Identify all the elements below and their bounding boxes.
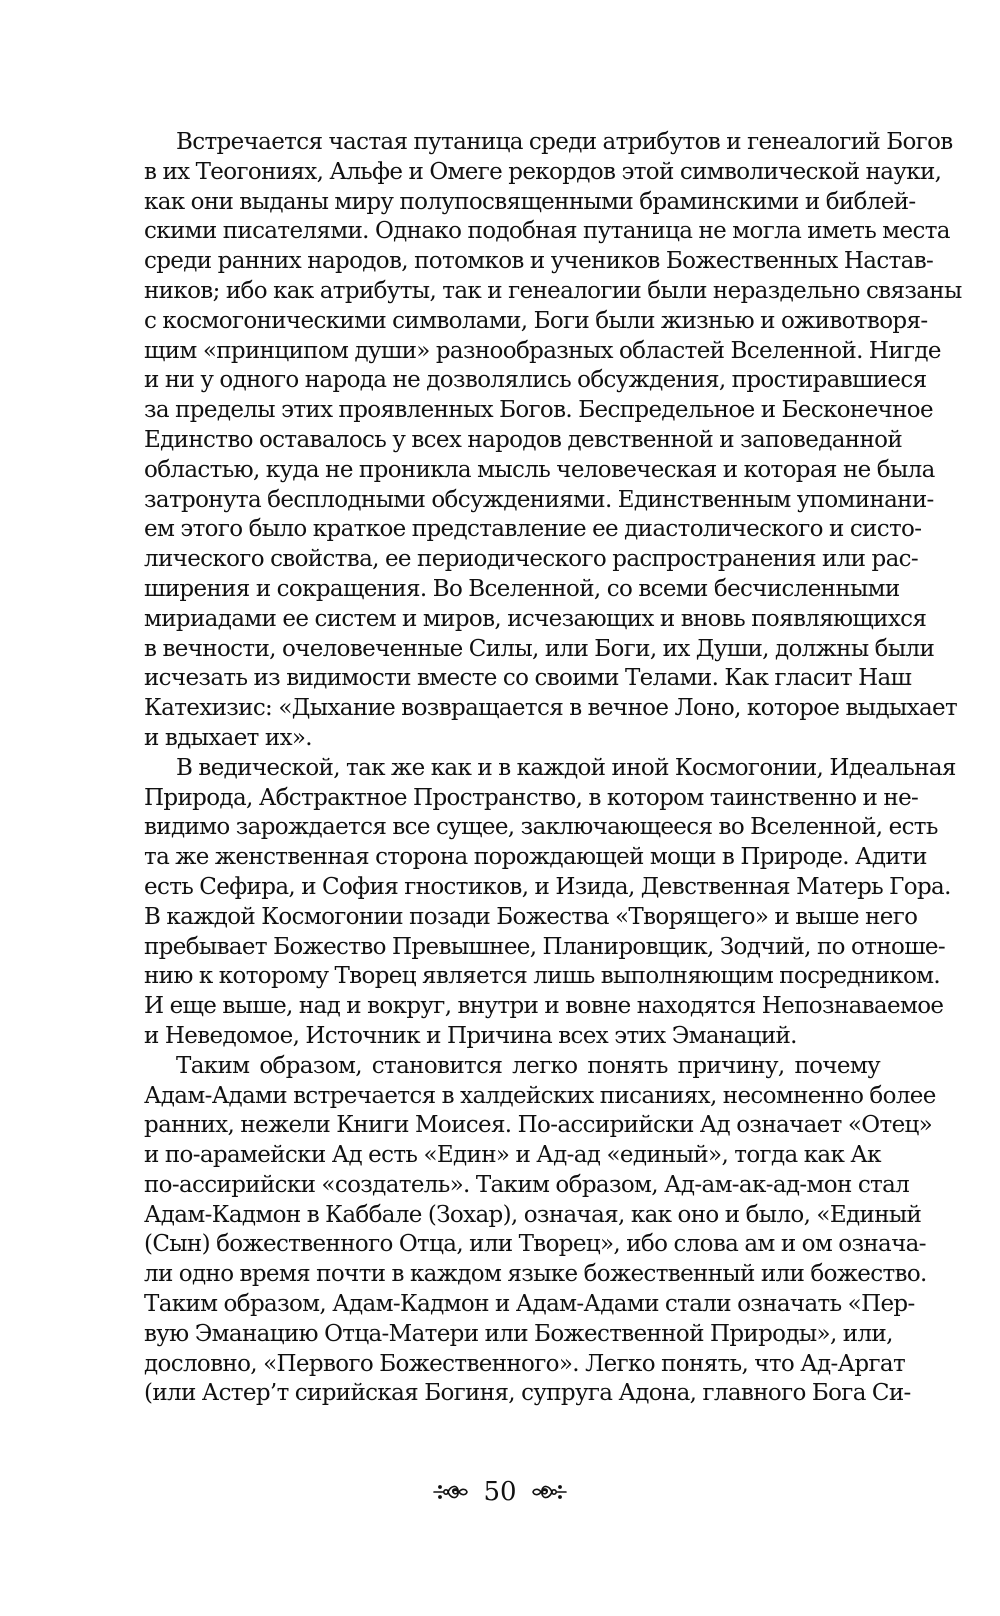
text-line: ников; ибо как атрибуты, так и генеалогии были нераздельно связаны <box>144 277 962 304</box>
text-line: в вечности, очеловеченные Силы, или Боги, их Души, должны были <box>144 635 935 662</box>
text-line: В каждой Космогонии позади Божества «Творящего» и выше него <box>144 903 918 930</box>
text-line: областью, куда не проникла мысль человеческая и которая не была <box>144 456 935 483</box>
text-line: Таким образом, становится легко понять причину, почему <box>176 1052 880 1079</box>
text-line: и Неведомое, Источник и Причина всех этих Эманаций. <box>144 1022 797 1049</box>
text-line: нию к которому Творец является лишь выполняющим посредником. <box>144 963 941 990</box>
text-line: и вдыхает их». <box>144 724 312 751</box>
text-line: (или Астер’т сирийская Богиня, супруга Адона, главного Бога Си- <box>144 1380 911 1407</box>
text-line: В ведической, так же как и в каждой иной Космогонии, Идеальная <box>176 754 956 781</box>
text-line: видимо зарождается все сущее, заключающееся во Вселенной, есть <box>144 814 938 841</box>
text-line: пребывает Божество Превышнее, Планировщик, Зодчий, по отноше- <box>144 933 946 960</box>
text-line: среди ранних народов, потомков и учеников Божественных Настав- <box>144 248 934 275</box>
text-line: по-ассирийски «создатель». Таким образом, Ад-ам-ак-ад-мон стал <box>144 1171 910 1198</box>
text-line: (Сын) божественного Отца, или Творец», ибо слова ам и ом означа- <box>144 1231 926 1258</box>
text-line: мириадами ее систем и миров, исчезающих и вновь появляющихся <box>144 605 927 632</box>
text-line: скими писателями. Однако подобная путаница не могла иметь места <box>144 218 950 245</box>
text-line: вую Эманацию Отца-Матери или Божественной Природы», или, <box>144 1320 893 1347</box>
text-line: есть Сефира, и София гностиков, и Изида, Девственная Матерь Гора. <box>144 873 951 900</box>
paragraph-3 <box>144 1052 936 1410</box>
text-line: и по-арамейски Ад есть «Един» и Ад-ад «единый», тогда как Ак <box>144 1142 881 1169</box>
text-line: та же женственная сторона порождающей мощи в Природе. Адити <box>144 844 927 871</box>
text-line: Единство оставалось у всех народов девственной и заповеданной <box>144 426 902 453</box>
text-line: как они выданы миру полупосвященными браминскими и библей- <box>144 188 916 215</box>
text-line: ли одно время почти в каждом языке божественный или божество. <box>144 1261 927 1288</box>
text-line: Катехизис: «Дыхание возвращается в вечное Лоно, которое выдыхает <box>144 695 958 722</box>
text-line: с космогоническими символами, Боги были жизнью и оживотворя- <box>144 307 928 334</box>
text-line: Встречается частая путаница среди атрибутов и генеалогий Богов <box>176 129 953 155</box>
page-body <box>144 128 962 1409</box>
page-number: 50 <box>483 1477 517 1507</box>
text-line: дословно, «Первого Божественного». Легко понять, что Ад-Аргат <box>144 1350 906 1377</box>
text-line: Адам-Кадмон в Каббале (Зохар), означая, как оно и было, «Единый <box>144 1201 922 1228</box>
paragraph-2 <box>144 754 956 1052</box>
flourish-ornament-icon <box>529 1481 569 1503</box>
text-line: ширения и сокращения. Во Вселенной, со всеми бесчисленными <box>144 575 900 602</box>
text-line: затронута бесплодными обсуждениями. Единственным упоминани- <box>144 486 934 513</box>
text-line: ем этого было краткое представление ее диастолического и систо- <box>144 516 922 543</box>
text-line: за пределы этих проявленных Богов. Беспредельное и Бесконечное <box>144 397 933 424</box>
text-line: Таким образом, Адам-Кадмон и Адам-Адами стали означать «Пер- <box>144 1291 915 1318</box>
text-line: щим «принципом души» разнообразных областей Вселенной. Нигде <box>144 337 941 364</box>
text-line: И еще выше, над и вокруг, внутри и вовне находятся Непознаваемое <box>144 993 944 1020</box>
text-line: лического свойства, ее периодического распространения или рас- <box>144 546 919 573</box>
text-line: Адам-Адами встречается в халдейских писаниях, несомненно более <box>144 1082 936 1109</box>
text-line: исчезать из видимости вместе со своими Телами. Как гласит Наш <box>144 665 912 692</box>
text-line: Природа, Абстрактное Пространство, в котором таинственно и не- <box>144 784 919 811</box>
text-line: ранних, нежели Книги Моисея. По-ассирийски Ад означает «Отец» <box>144 1112 933 1139</box>
paragraph-1 <box>144 128 962 754</box>
text-line: и ни у одного народа не дозволялись обсуждения, простиравшиеся <box>144 367 927 394</box>
flourish-ornament-icon <box>431 1481 471 1503</box>
page-footer <box>0 1472 1000 1512</box>
text-line: в их Теогониях, Альфе и Омеге рекордов этой символической науки, <box>144 158 942 185</box>
